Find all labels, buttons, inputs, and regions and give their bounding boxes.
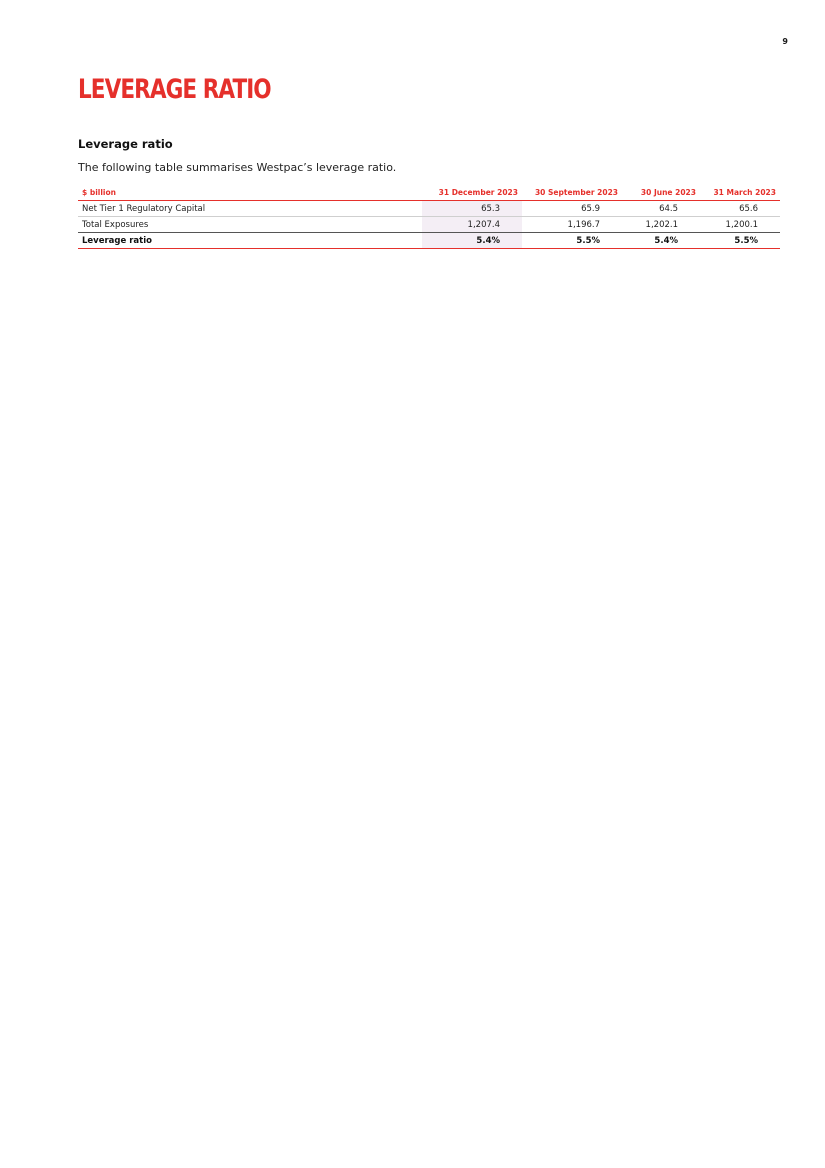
section-heading: Leverage ratio	[78, 137, 173, 151]
table-cell: 1,200.1	[700, 217, 780, 233]
table-header-row	[78, 185, 780, 201]
column-header-mar-2023: 31 March 2023	[700, 185, 780, 201]
page-number: 9	[782, 37, 788, 46]
row-label: Leverage ratio	[78, 233, 422, 249]
table-row	[78, 201, 780, 217]
row-label: Net Tier 1 Regulatory Capital	[78, 201, 422, 217]
table-cell: 5.5%	[522, 233, 622, 249]
table-total-row	[78, 233, 780, 249]
intro-paragraph: The following table summarises Westpac’s leverage ratio.	[78, 161, 397, 174]
table-cell: 65.9	[522, 201, 622, 217]
table-cell: 1,196.7	[522, 217, 622, 233]
table-cell: 65.3	[422, 201, 522, 217]
column-header-sep-2023: 30 September 2023	[522, 185, 622, 201]
column-header-dec-2023: 31 December 2023	[422, 185, 522, 201]
column-header-jun-2023: 30 June 2023	[622, 185, 700, 201]
table-cell: 5.4%	[622, 233, 700, 249]
table-cell: 1,202.1	[622, 217, 700, 233]
table-cell: 64.5	[622, 201, 700, 217]
table-cell: 1,207.4	[422, 217, 522, 233]
row-label: Total Exposures	[78, 217, 422, 233]
unit-header: $ billion	[78, 185, 422, 201]
page-title: LEVERAGE RATIO	[78, 74, 271, 105]
leverage-ratio-table	[78, 185, 780, 249]
table-cell: 5.4%	[422, 233, 522, 249]
table-cell: 65.6	[700, 201, 780, 217]
table-cell: 5.5%	[700, 233, 780, 249]
table-row	[78, 217, 780, 233]
